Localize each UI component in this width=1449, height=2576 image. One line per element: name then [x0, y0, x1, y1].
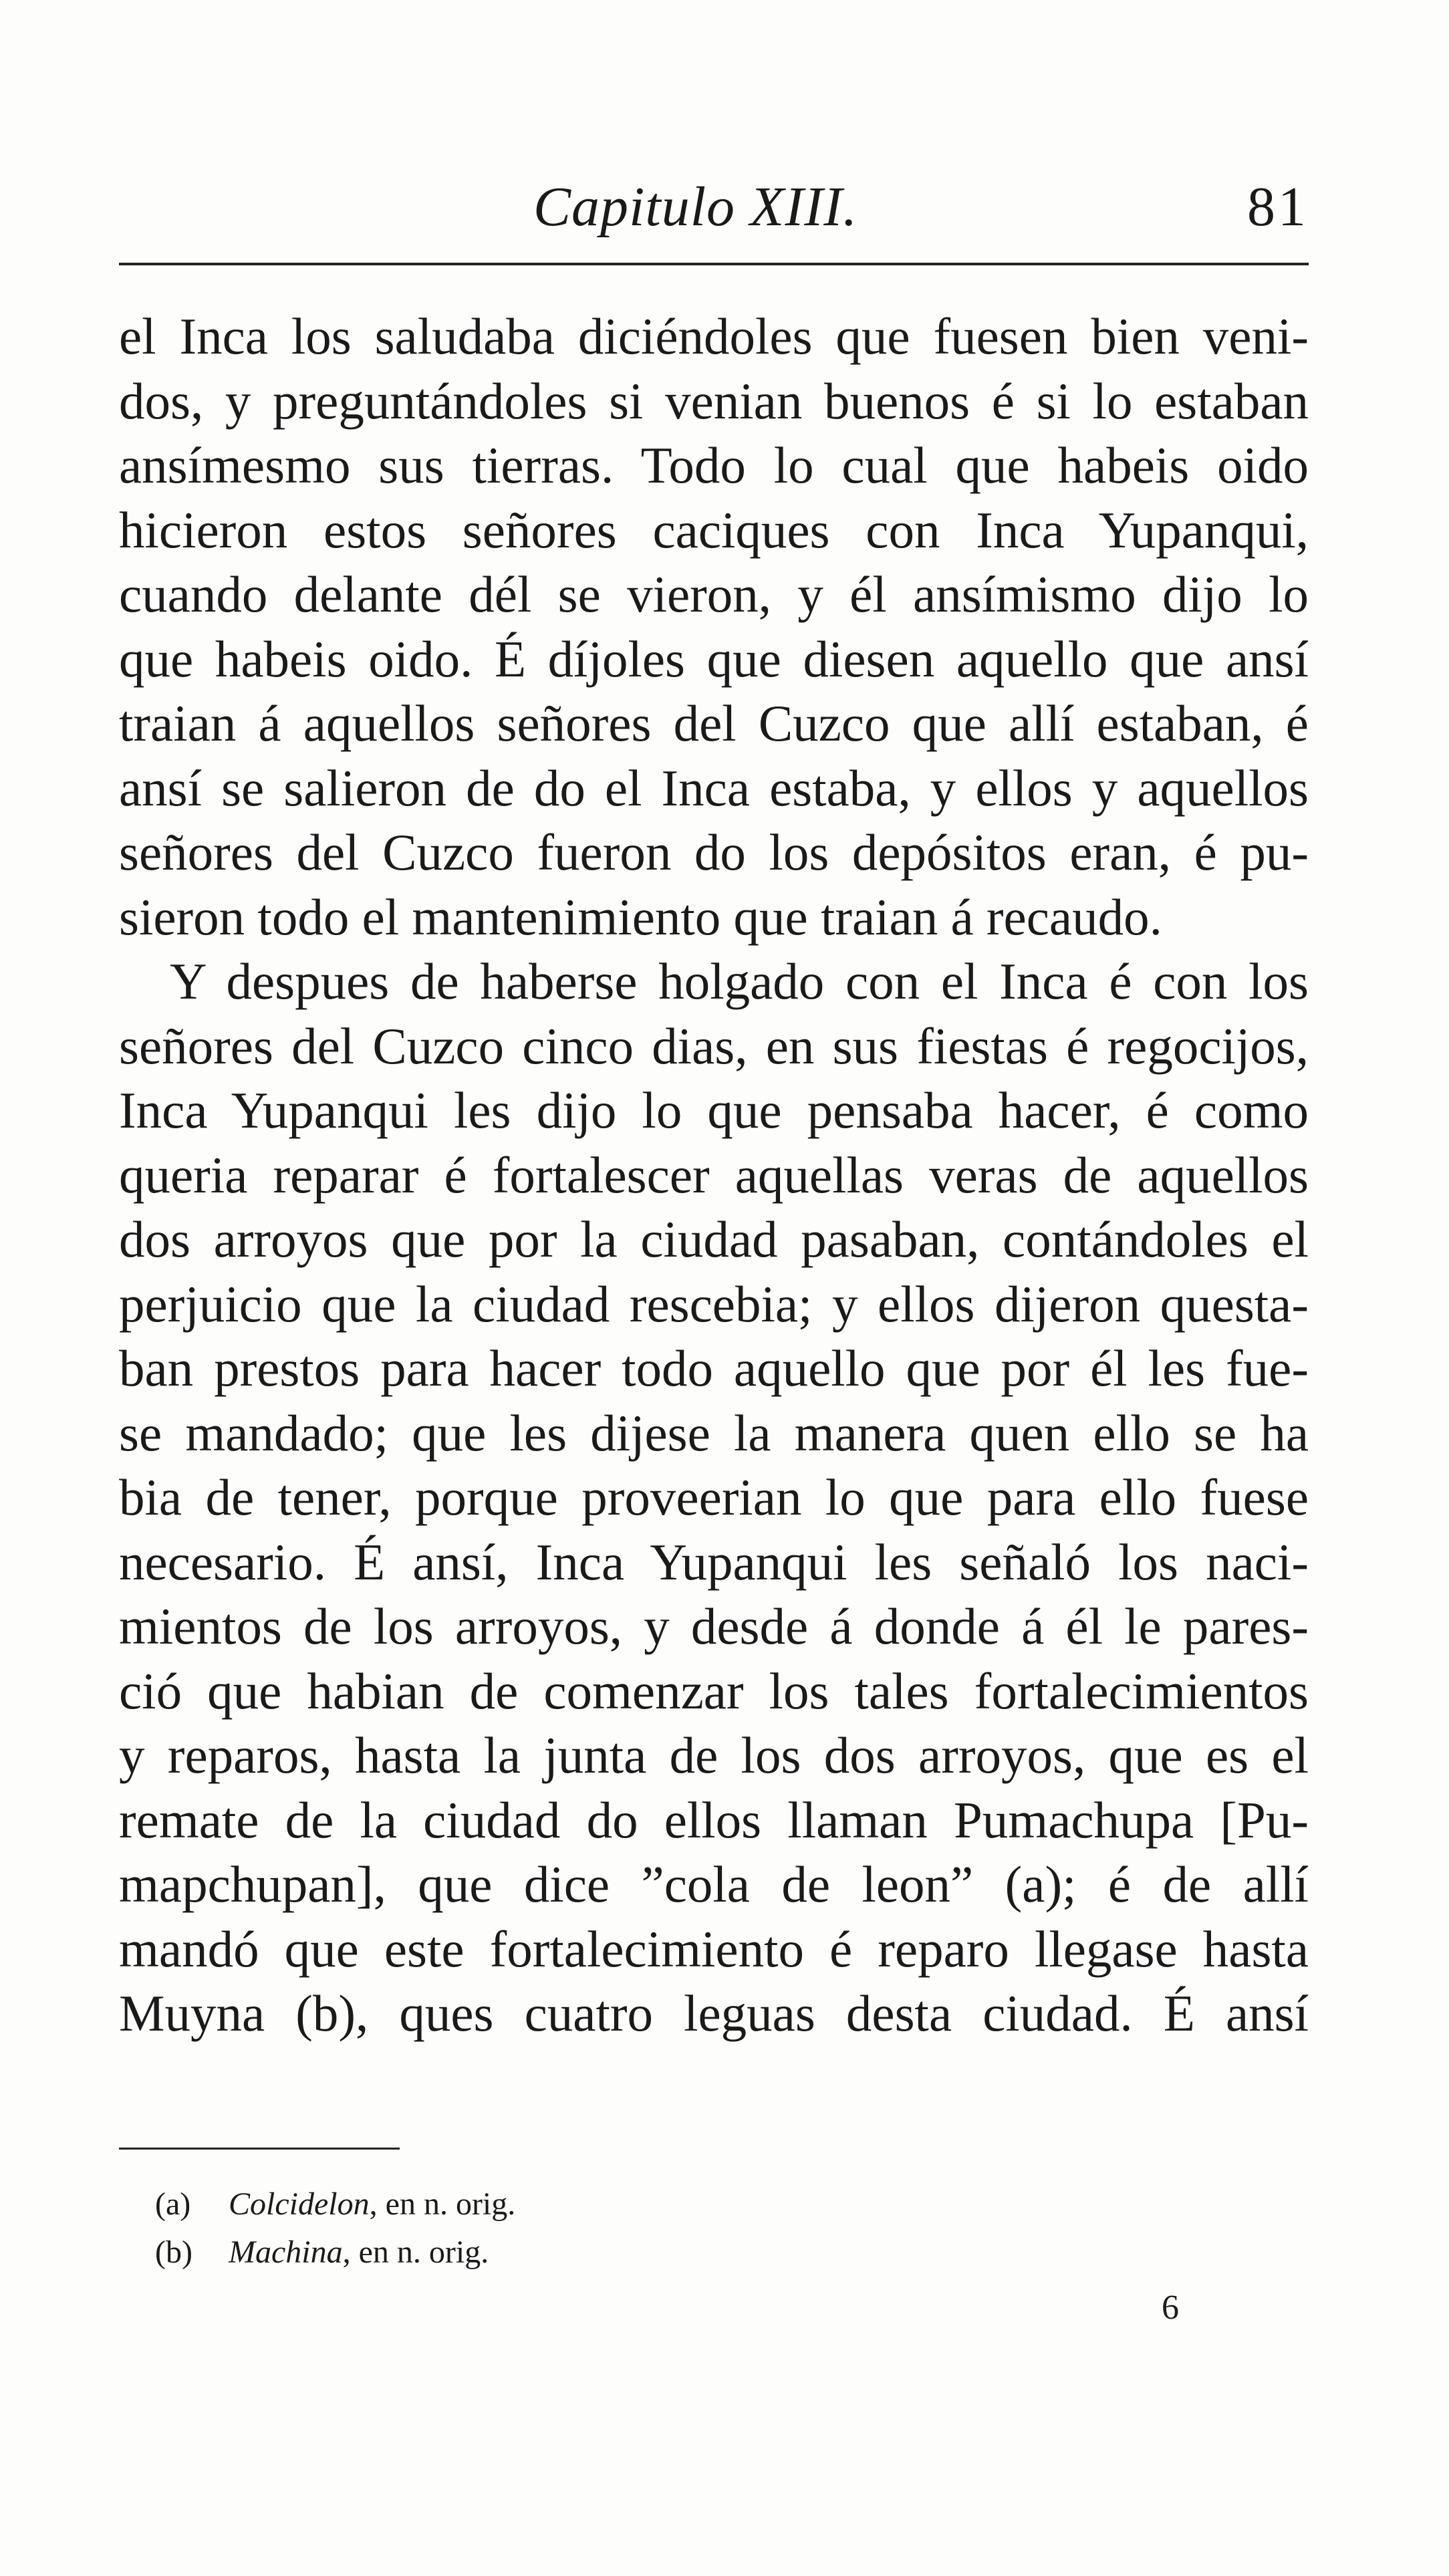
- footnote-term: Machina: [229, 2234, 343, 2270]
- text-line: mandó que este fortalecimiento é reparo llegase hasta: [119, 1920, 1309, 1978]
- header-rule: [119, 263, 1309, 265]
- footnotes: [155, 2180, 1091, 2277]
- text-line: Y despues de haberse holgado con el Inca é con los: [170, 952, 1309, 1010]
- page-number: 81: [1247, 176, 1309, 238]
- body-text: [119, 304, 1309, 2046]
- text-line: mientos de los arroyos, y desde á donde á él le pares-: [119, 1597, 1309, 1655]
- footnote-text: , en n. orig.: [342, 2234, 489, 2270]
- footnote-term: Colcidelon: [229, 2186, 370, 2222]
- text-line: que habeis oido. É díjoles que diesen aquello que ansí: [119, 630, 1309, 688]
- running-title: Capitulo XIII.: [533, 176, 858, 238]
- footnote-mark: (b): [155, 2234, 192, 2270]
- text-line: bia de tener, porque proveerian lo que para ello fuese: [119, 1468, 1309, 1526]
- footnote-text: , en n. orig.: [369, 2186, 516, 2222]
- text-line: hicieron estos señores caciques con Inca Yupanqui,: [119, 501, 1309, 559]
- text-line: traian á aquellos señores del Cuzco que allí estaban, é: [119, 694, 1309, 752]
- text-line: ansímesmo sus tierras. Todo lo cual que habeis oido: [119, 436, 1309, 494]
- text-line: se mandado; que les dijese la manera quen ello se ha: [119, 1404, 1309, 1462]
- text-line: Inca Yupanqui les dijo lo que pensaba hacer, é como: [119, 1081, 1309, 1139]
- footnote: [155, 2180, 1091, 2228]
- running-head: [119, 170, 1309, 244]
- text-line: remate de la ciudad do ellos llaman Pumachupa [Pu-: [119, 1791, 1309, 1849]
- text-line: el Inca los saludaba diciéndoles que fuesen bien veni-: [119, 307, 1309, 365]
- text-line: Muyna (b), ques cuatro leguas desta ciudad. É ansí: [119, 1984, 1309, 2042]
- text-line: señores del Cuzco fueron do los depósitos eran, é pu-: [119, 823, 1309, 881]
- text-line: mapchupan], que dice ”cola de leon” (a); é de allí: [119, 1855, 1309, 1913]
- text-line: queria reparar é fortalescer aquellas veras de aquellos: [119, 1146, 1309, 1204]
- text-line: y reparos, hasta la junta de los dos arroyos, que es el: [119, 1726, 1309, 1784]
- text-line: necesario. É ansí, Inca Yupanqui les señaló los naci-: [119, 1533, 1309, 1591]
- text-line: ansí se salieron de do el Inca estaba, y ellos y aquellos: [119, 759, 1309, 817]
- text-line: señores del Cuzco cinco dias, en sus fiestas é regocijos,: [119, 1017, 1309, 1075]
- text-line: ban prestos para hacer todo aquello que por él les fue-: [119, 1339, 1309, 1397]
- text-line: cuando delante dél se vieron, y él ansímismo dijo lo: [119, 565, 1309, 623]
- signature-mark: 6: [1162, 2289, 1179, 2327]
- footnote-mark: (a): [155, 2186, 191, 2222]
- footnote: [155, 2228, 1091, 2277]
- text-line: ció que habian de comenzar los tales fortalecimientos: [119, 1662, 1309, 1720]
- footnote-rule: [119, 2148, 400, 2150]
- text-line: dos arroyos que por la ciudad pasaban, contándoles el: [119, 1210, 1309, 1268]
- text-line: sieron todo el mantenimiento que traian á recaudo.: [119, 888, 1162, 946]
- text-line: perjuicio que la ciudad rescebia; y ellos dijeron questa-: [119, 1275, 1309, 1333]
- text-line: dos, y preguntándoles si venian buenos é si lo estaban: [119, 372, 1309, 430]
